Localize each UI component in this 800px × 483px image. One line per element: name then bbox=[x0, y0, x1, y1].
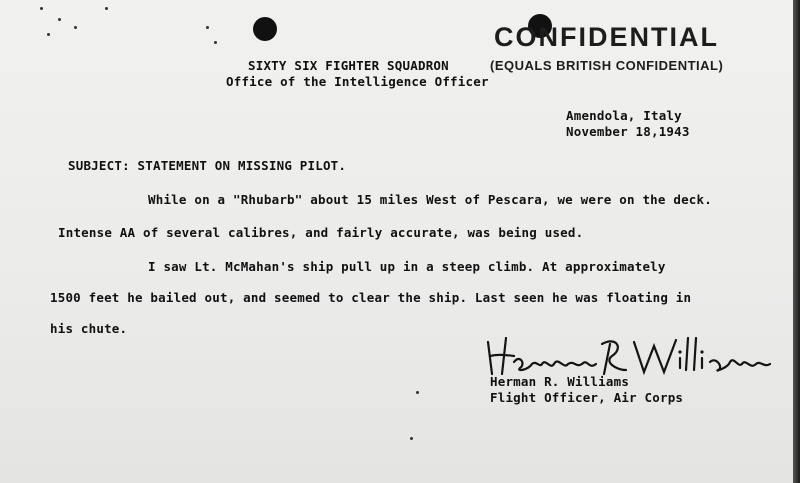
speck bbox=[40, 7, 43, 10]
speck bbox=[47, 33, 50, 36]
date-line: November 18,1943 bbox=[566, 124, 690, 139]
speck bbox=[214, 41, 217, 44]
speck bbox=[74, 26, 77, 29]
signer-title: Flight Officer, Air Corps bbox=[490, 390, 684, 405]
body-line-4: 1500 feet he bailed out, and seemed to clear the ship. Last seen he was floating in bbox=[50, 290, 692, 305]
body-line-5: his chute. bbox=[50, 321, 128, 336]
subject-line: SUBJECT: STATEMENT ON MISSING PILOT. bbox=[68, 158, 347, 173]
body-line-2: Intense AA of several calibres, and fairly accurate, was being used. bbox=[58, 225, 584, 240]
speck bbox=[206, 26, 209, 29]
speck bbox=[105, 7, 108, 10]
page-edge-shadow bbox=[793, 0, 800, 483]
speck bbox=[58, 18, 61, 21]
office-heading: Office of the Intelligence Officer bbox=[226, 74, 489, 89]
place-line: Amendola, Italy bbox=[566, 108, 682, 123]
body-line-3: I saw Lt. McMahan's ship pull up in a steep climb. At approximately bbox=[148, 259, 666, 274]
confidential-stamp: CONFIDENTIAL bbox=[494, 22, 719, 52]
signer-name: Herman R. Williams bbox=[490, 374, 630, 389]
body-line-1: While on a "Rhubarb" about 15 miles West of Pescara, we were on the deck. bbox=[148, 192, 712, 207]
speck bbox=[416, 391, 419, 394]
confidential-stamp-subtitle: (EQUALS BRITISH CONFIDENTIAL) bbox=[490, 58, 724, 73]
punch-hole-left bbox=[253, 17, 277, 41]
speck bbox=[410, 437, 413, 440]
squadron-heading: SIXTY SIX FIGHTER SQUADRON bbox=[248, 58, 449, 73]
